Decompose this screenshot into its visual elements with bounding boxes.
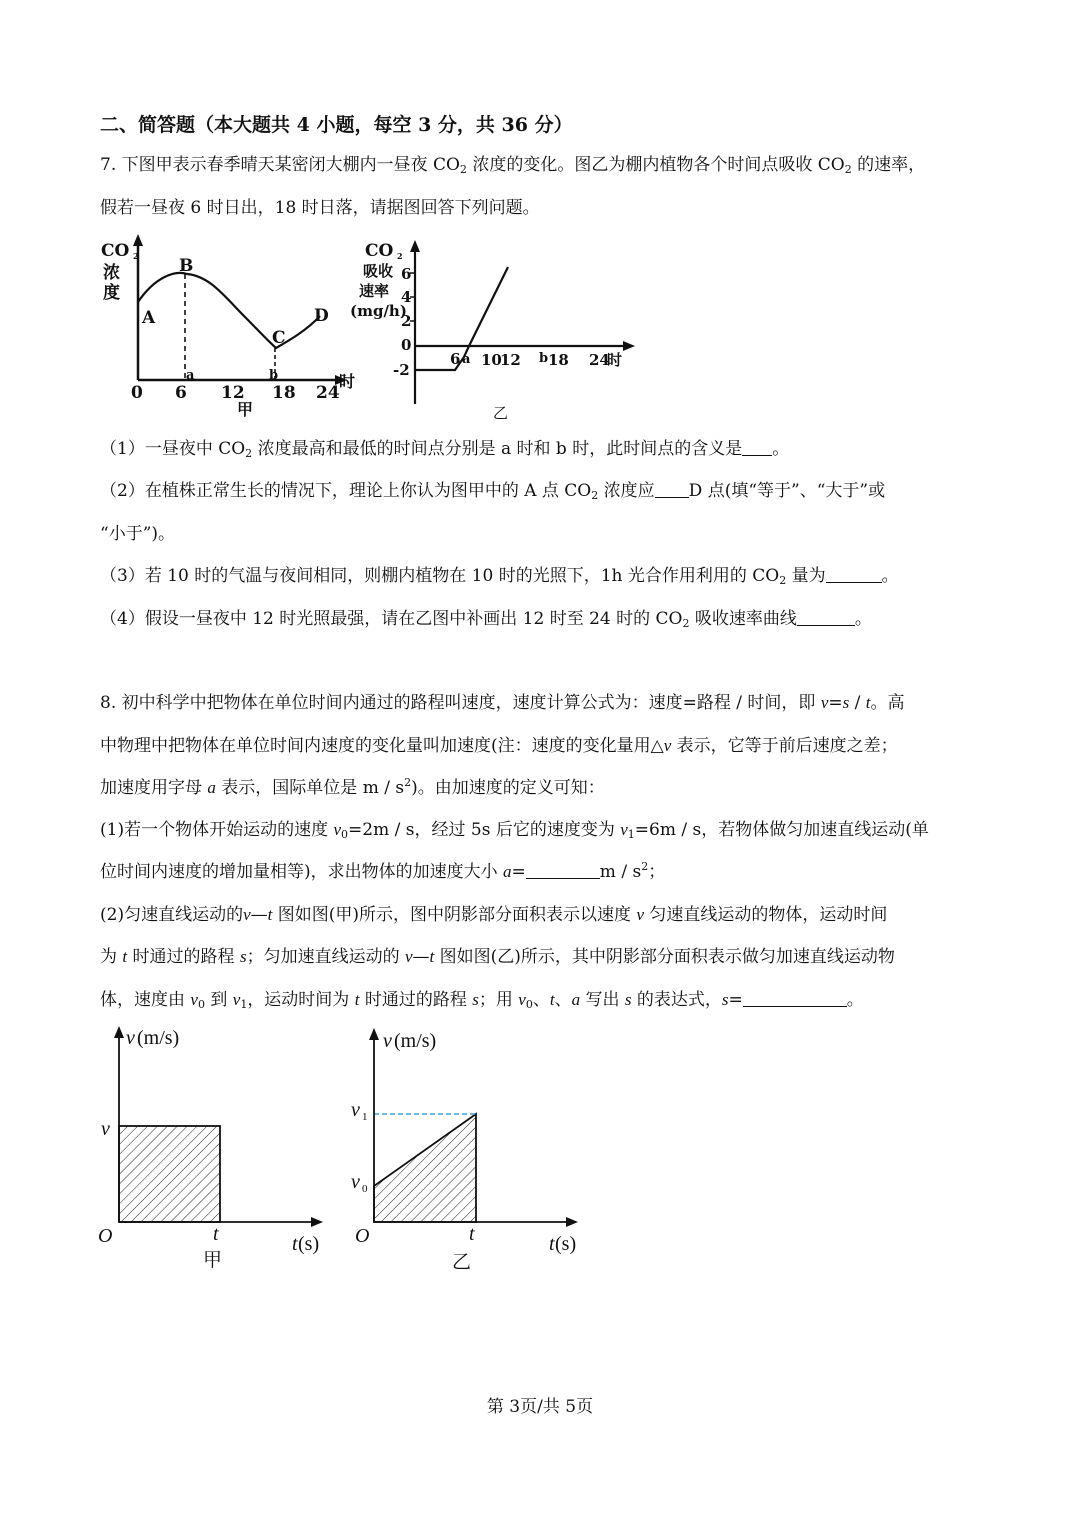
q7-part-2: （2）在植株正常生长的情况下，理论上你认为图甲中的 A 点 $CO_2$ 浓度应 D 点(填“等于”、“大于”或 [100,481,886,502]
q7-part-4: （4）假设一昼夜中 12 时光照最强，请在乙图中补画出 12 时至 24 时的 $CO_2$ 吸收速率曲线 。 [100,609,872,630]
yi-xtick-10: 10 [481,351,502,369]
yi-xtick-6: 6 [450,350,461,368]
yi8-t-label: t [469,1223,475,1245]
yi-ylabel-sulv: 速率 [359,282,390,300]
jia-xtick-6: 6 [175,383,187,403]
yi-caption: 乙 [493,404,509,422]
jia-ylabel-du: 度 [103,283,120,303]
q7-blank-2[interactable] [655,481,689,498]
figure-jia-co2-concentration [95,232,365,422]
jia8-caption: 甲 [203,1250,223,1271]
q7-part-3: （3）若 10 时的气温与夜间相同，则棚内植物在 10 时的光照下，1h 光合作用利用的 $CO_2$ 量为 。 [100,566,899,587]
jia-point-A: A [142,308,156,328]
jia-point-D: D [314,306,329,326]
q8-line-1: 8. 初中科学中把物体在单位时间内通过的路程叫速度，速度计算公式为：速度=路程 / 时间，即 v=s / t。高 [100,693,905,713]
yi8-origin: O [355,1225,370,1247]
q8-line-7: 为 t 时通过的路程 s；匀加速直线运动的 v—t 图如图(乙)所示，其中阴影部分面积表示做匀加速直线运动物 [100,947,895,967]
jia8-x-unit: (s) [298,1233,320,1255]
yi8-y-unit: (m/s) [394,1030,437,1052]
figure8-jia-uniform-motion [95,1020,335,1280]
q8-line-5: 位时间内速度的增加量相等)，求出物体的加速度大小 $a= m / s^2$； [100,860,666,882]
jia-x-unit: 时 [339,372,356,391]
jia-y-arrow [133,234,143,246]
jia8-x-t: t [292,1233,298,1255]
q8-blank-2[interactable] [743,990,847,1007]
jia8-y-arrow [114,1026,124,1038]
jia8-x-arrow [311,1217,323,1227]
q7-intro-line-1: 7. 下图甲表示春季晴天某密闭大棚内一昼夜 $CO_2$ 浓度的变化。图乙为棚内植物各个时间点吸收 $CO_2$ 的速率， [100,155,926,176]
q7-blank-1[interactable] [742,439,772,456]
yi-y-arrow [410,240,420,252]
yi8-x-t: t [549,1233,555,1255]
q8-line-2: 中物理中把物体在单位时间内速度的变化量叫加速度(注：速度的变化量用△v 表示，它等于前后速度之差； [100,736,898,756]
q7-blank-4[interactable] [797,609,855,626]
figure8-yi-accelerated-motion [345,1020,595,1280]
yi8-y-arrow [369,1028,379,1040]
jia-curve [138,273,320,348]
page-footer: 第 3页/共 5页 [486,1397,594,1417]
yi8-v1-label: v [351,1099,360,1121]
yi8-x-arrow [566,1217,578,1227]
figure-yi-co2-absorption [345,236,645,426]
yi-ylabel-unit: (mg/h) [350,302,407,320]
yi-ylabel-sub: 2 [397,251,403,261]
jia-xtick-18: 18 [272,383,296,403]
yi-xtick-18: 18 [548,351,569,369]
jia-ylabel-co2: CO [101,241,130,261]
yi-ytick-minus2: -2 [393,361,410,379]
yi8-v0-label: v [351,1171,360,1193]
jia8-shaded-area [119,1126,220,1222]
jia8-y-v: v [126,1027,135,1049]
section-title: 二、简答题（本大题共 4 小题，每空 3 分，共 36 分） [100,114,573,136]
q8-line-6: (2)匀速直线运动的v—t 图如图(甲)所示，图中阴影部分面积表示以速度 v 匀速直线运动的物体，运动时间 [100,905,888,925]
yi-x-arrow [623,341,635,351]
jia-xtick-12: 12 [221,383,245,403]
yi-xtick-12: 12 [500,351,521,369]
yi-ytick-4: 4 [401,288,412,306]
yi-ytick-6: 6 [401,265,412,283]
jia-xtick-24: 24 [316,383,340,403]
jia-xtick-0: 0 [131,383,143,403]
jia-point-C: C [272,328,286,348]
yi-ylabel-xishou: 吸收 [363,262,394,280]
yi-ylabel-co2: CO [365,241,394,261]
jia8-origin: O [98,1225,113,1247]
q8-blank-1[interactable] [526,862,600,879]
yi8-v0-sub: 0 [362,1183,368,1195]
jia-point-B: B [179,256,194,276]
jia8-y-unit: (m/s) [137,1027,180,1049]
yi8-v1-sub: 1 [362,1111,368,1123]
jia-mark-b: b [269,368,279,383]
yi8-caption: 乙 [452,1252,472,1273]
yi8-shaded-area [374,1114,476,1222]
q7-intro-line-2: 假若一昼夜 6 时日出，18 时日落，请据图回答下列问题。 [100,198,540,218]
q7-part-2-cont: “小于”)。 [100,524,176,544]
yi8-y-v: v [383,1030,392,1052]
jia8-t-label: t [213,1223,219,1245]
q7-part-1: （1）一昼夜中 $CO_2$ 浓度最高和最低的时间点分别是 a 时和 b 时，此时间点的含义是 。 [100,439,790,460]
yi-mark-a: a [462,352,471,367]
yi-ytick-2: 2 [401,312,412,330]
jia-ylabel-nong: 浓 [103,263,120,283]
q8-line-8: 体，速度由 $v_0$ 到 $v_1$，运动时间为 t 时通过的路程 s；用 $v_0$、t、a 写出 s 的表达式，s= 。 [100,990,864,1011]
q8-line-3: 加速度用字母 a 表示，国际单位是 m / $s^2$)。由加速度的定义可知： [100,776,605,798]
yi-xtick-24: 24 [589,351,610,369]
jia-mark-a: a [186,368,195,383]
yi-mark-b: b [539,351,549,366]
q8-line-4: (1)若一个物体开始运动的速度 $v_0=2m / s$，经过 5s 后它的速度变为 $v_1=6m / s$，若物体做匀加速直线运动(单 [100,820,929,841]
yi-x-unit: 时 [607,351,623,369]
jia-ylabel-sub: 2 [133,251,139,261]
jia-caption: 甲 [237,400,254,419]
jia8-v-label: v [101,1118,110,1140]
yi-ytick-0: 0 [401,336,412,354]
q7-blank-3[interactable] [826,566,882,583]
yi8-x-unit: (s) [555,1233,577,1255]
